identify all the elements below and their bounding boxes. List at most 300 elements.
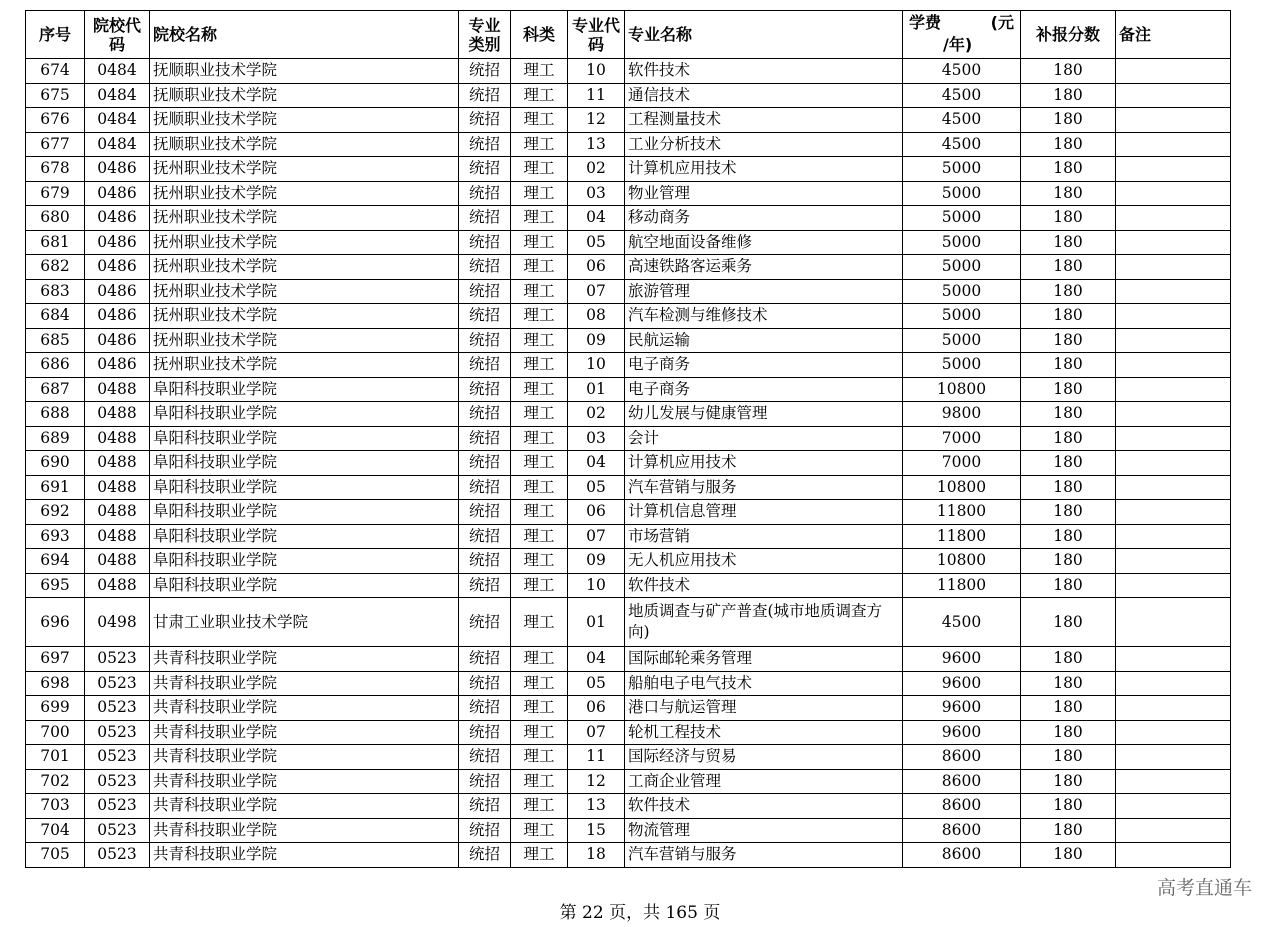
cell-tuition: 5000 <box>903 328 1021 353</box>
cell-major-name: 通信技术 <box>625 83 903 108</box>
cell-school-name: 共青科技职业学院 <box>150 818 459 843</box>
cell-school-code: 0523 <box>85 696 150 721</box>
cell-school-name: 阜阳科技职业学院 <box>150 573 459 598</box>
cell-seq: 685 <box>26 328 85 353</box>
cell-tuition: 5000 <box>903 279 1021 304</box>
cell-score: 180 <box>1021 157 1116 182</box>
cell-major-type: 统招 <box>459 500 511 525</box>
cell-school-code: 0523 <box>85 720 150 745</box>
cell-major-type: 统招 <box>459 573 511 598</box>
cell-school-name: 共青科技职业学院 <box>150 720 459 745</box>
cell-major-code: 01 <box>568 377 625 402</box>
cell-note <box>1116 59 1231 84</box>
cell-seq: 674 <box>26 59 85 84</box>
cell-major-code: 11 <box>568 83 625 108</box>
cell-tuition: 8600 <box>903 818 1021 843</box>
cell-school-code: 0486 <box>85 279 150 304</box>
cell-major-code: 10 <box>568 59 625 84</box>
cell-school-code: 0488 <box>85 500 150 525</box>
cell-school-code: 0484 <box>85 59 150 84</box>
header-score: 补报分数 <box>1021 11 1116 59</box>
cell-school-name: 共青科技职业学院 <box>150 647 459 672</box>
cell-major-code: 07 <box>568 524 625 549</box>
cell-seq: 693 <box>26 524 85 549</box>
cell-note <box>1116 83 1231 108</box>
cell-tuition: 7000 <box>903 426 1021 451</box>
table-row <box>26 206 1231 231</box>
cell-school-name: 抚州职业技术学院 <box>150 206 459 231</box>
table-row <box>26 549 1231 574</box>
cell-score: 180 <box>1021 255 1116 280</box>
cell-school-code: 0523 <box>85 818 150 843</box>
table-row <box>26 818 1231 843</box>
cell-seq: 704 <box>26 818 85 843</box>
table-row <box>26 647 1231 672</box>
cell-category: 理工 <box>511 500 568 525</box>
cell-note <box>1116 108 1231 133</box>
cell-seq: 686 <box>26 353 85 378</box>
header-school-name: 院校名称 <box>150 11 459 59</box>
cell-major-code: 13 <box>568 132 625 157</box>
cell-school-name: 抚顺职业技术学院 <box>150 132 459 157</box>
table-row <box>26 500 1231 525</box>
table-row <box>26 181 1231 206</box>
cell-major-type: 统招 <box>459 475 511 500</box>
cell-major-code: 04 <box>568 451 625 476</box>
cell-score: 180 <box>1021 573 1116 598</box>
cell-tuition: 4500 <box>903 108 1021 133</box>
cell-category: 理工 <box>511 549 568 574</box>
cell-major-type: 统招 <box>459 108 511 133</box>
cell-score: 180 <box>1021 230 1116 255</box>
cell-major-type: 统招 <box>459 255 511 280</box>
cell-note <box>1116 769 1231 794</box>
cell-major-code: 08 <box>568 304 625 329</box>
cell-note <box>1116 794 1231 819</box>
cell-major-name: 地质调查与矿产普查(城市地质调查方向) <box>625 598 903 647</box>
cell-school-name: 抚顺职业技术学院 <box>150 108 459 133</box>
header-tuition <box>903 11 1021 59</box>
cell-tuition: 10800 <box>903 549 1021 574</box>
cell-category: 理工 <box>511 573 568 598</box>
cell-school-code: 0523 <box>85 794 150 819</box>
table-body <box>26 59 1231 868</box>
cell-seq: 687 <box>26 377 85 402</box>
cell-tuition: 7000 <box>903 451 1021 476</box>
cell-major-code: 02 <box>568 402 625 427</box>
table-row <box>26 598 1231 647</box>
cell-school-code: 0488 <box>85 426 150 451</box>
cell-tuition: 10800 <box>903 475 1021 500</box>
cell-major-type: 统招 <box>459 402 511 427</box>
cell-major-type: 统招 <box>459 745 511 770</box>
cell-category: 理工 <box>511 402 568 427</box>
cell-major-name: 软件技术 <box>625 59 903 84</box>
cell-note <box>1116 255 1231 280</box>
cell-score: 180 <box>1021 304 1116 329</box>
cell-major-name: 电子商务 <box>625 353 903 378</box>
cell-note <box>1116 328 1231 353</box>
cell-school-name: 阜阳科技职业学院 <box>150 524 459 549</box>
cell-score: 180 <box>1021 794 1116 819</box>
cell-major-name: 市场营销 <box>625 524 903 549</box>
header-tuition-unit: (元 <box>990 13 1014 32</box>
cell-major-code: 18 <box>568 843 625 868</box>
cell-score: 180 <box>1021 328 1116 353</box>
cell-score: 180 <box>1021 671 1116 696</box>
cell-score: 180 <box>1021 279 1116 304</box>
cell-major-name: 轮机工程技术 <box>625 720 903 745</box>
table-row <box>26 83 1231 108</box>
cell-major-code: 03 <box>568 426 625 451</box>
cell-school-name: 阜阳科技职业学院 <box>150 377 459 402</box>
cell-school-code: 0486 <box>85 157 150 182</box>
cell-seq: 683 <box>26 279 85 304</box>
cell-major-code: 15 <box>568 818 625 843</box>
cell-seq: 701 <box>26 745 85 770</box>
cell-major-name: 民航运输 <box>625 328 903 353</box>
cell-major-type: 统招 <box>459 206 511 231</box>
cell-tuition: 5000 <box>903 304 1021 329</box>
cell-note <box>1116 132 1231 157</box>
cell-school-name: 抚州职业技术学院 <box>150 353 459 378</box>
cell-major-type: 统招 <box>459 304 511 329</box>
cell-seq: 705 <box>26 843 85 868</box>
cell-tuition: 8600 <box>903 794 1021 819</box>
cell-seq: 688 <box>26 402 85 427</box>
cell-school-name: 阜阳科技职业学院 <box>150 549 459 574</box>
header-major-type: 专业类别 <box>459 11 511 59</box>
cell-major-name: 计算机应用技术 <box>625 451 903 476</box>
cell-score: 180 <box>1021 59 1116 84</box>
cell-category: 理工 <box>511 843 568 868</box>
cell-note <box>1116 696 1231 721</box>
table-row <box>26 279 1231 304</box>
cell-major-code: 12 <box>568 108 625 133</box>
cell-school-name: 共青科技职业学院 <box>150 769 459 794</box>
cell-category: 理工 <box>511 451 568 476</box>
cell-category: 理工 <box>511 475 568 500</box>
cell-note <box>1116 573 1231 598</box>
table-row <box>26 426 1231 451</box>
cell-score: 180 <box>1021 426 1116 451</box>
cell-score: 180 <box>1021 108 1116 133</box>
cell-major-type: 统招 <box>459 157 511 182</box>
cell-note <box>1116 279 1231 304</box>
cell-note <box>1116 745 1231 770</box>
header-major-code: 专业代码 <box>568 11 625 59</box>
cell-school-code: 0523 <box>85 647 150 672</box>
cell-tuition: 9600 <box>903 720 1021 745</box>
cell-major-code: 11 <box>568 745 625 770</box>
cell-school-code: 0488 <box>85 451 150 476</box>
cell-major-name: 汽车营销与服务 <box>625 475 903 500</box>
table-row <box>26 451 1231 476</box>
cell-tuition: 11800 <box>903 573 1021 598</box>
cell-category: 理工 <box>511 745 568 770</box>
cell-category: 理工 <box>511 377 568 402</box>
table-row <box>26 157 1231 182</box>
cell-school-code: 0484 <box>85 83 150 108</box>
cell-school-name: 共青科技职业学院 <box>150 696 459 721</box>
cell-score: 180 <box>1021 843 1116 868</box>
cell-major-type: 统招 <box>459 279 511 304</box>
cell-tuition: 5000 <box>903 255 1021 280</box>
cell-category: 理工 <box>511 353 568 378</box>
cell-note <box>1116 426 1231 451</box>
cell-seq: 697 <box>26 647 85 672</box>
cell-school-code: 0486 <box>85 206 150 231</box>
cell-major-type: 统招 <box>459 132 511 157</box>
cell-note <box>1116 230 1231 255</box>
cell-seq: 677 <box>26 132 85 157</box>
cell-tuition: 4500 <box>903 132 1021 157</box>
cell-major-name: 软件技术 <box>625 794 903 819</box>
table-row <box>26 745 1231 770</box>
cell-category: 理工 <box>511 230 568 255</box>
cell-school-code: 0486 <box>85 328 150 353</box>
cell-note <box>1116 671 1231 696</box>
cell-category: 理工 <box>511 524 568 549</box>
cell-score: 180 <box>1021 769 1116 794</box>
cell-score: 180 <box>1021 500 1116 525</box>
cell-tuition: 11800 <box>903 500 1021 525</box>
watermark: 高考直通车 <box>1156 877 1252 899</box>
cell-category: 理工 <box>511 598 568 647</box>
cell-category: 理工 <box>511 279 568 304</box>
cell-school-code: 0484 <box>85 108 150 133</box>
cell-major-name: 国际经济与贸易 <box>625 745 903 770</box>
cell-major-name: 计算机信息管理 <box>625 500 903 525</box>
cell-school-name: 共青科技职业学院 <box>150 671 459 696</box>
cell-school-name: 共青科技职业学院 <box>150 794 459 819</box>
cell-tuition: 8600 <box>903 843 1021 868</box>
cell-tuition: 5000 <box>903 353 1021 378</box>
cell-major-type: 统招 <box>459 818 511 843</box>
header-note: 备注 <box>1116 11 1231 59</box>
cell-score: 180 <box>1021 696 1116 721</box>
cell-major-name: 物流管理 <box>625 818 903 843</box>
cell-score: 180 <box>1021 451 1116 476</box>
table-row <box>26 132 1231 157</box>
header-row <box>26 11 1231 59</box>
cell-note <box>1116 206 1231 231</box>
cell-score: 180 <box>1021 377 1116 402</box>
cell-note <box>1116 598 1231 647</box>
cell-school-name: 阜阳科技职业学院 <box>150 451 459 476</box>
cell-seq: 681 <box>26 230 85 255</box>
cell-school-code: 0523 <box>85 769 150 794</box>
cell-major-code: 06 <box>568 255 625 280</box>
table-row <box>26 230 1231 255</box>
header-major-name: 专业名称 <box>625 11 903 59</box>
cell-score: 180 <box>1021 83 1116 108</box>
cell-category: 理工 <box>511 157 568 182</box>
cell-major-name: 物业管理 <box>625 181 903 206</box>
cell-major-name: 航空地面设备维修 <box>625 230 903 255</box>
cell-note <box>1116 402 1231 427</box>
header-seq: 序号 <box>26 11 85 59</box>
cell-score: 180 <box>1021 647 1116 672</box>
cell-seq: 700 <box>26 720 85 745</box>
table-row <box>26 59 1231 84</box>
cell-score: 180 <box>1021 549 1116 574</box>
cell-category: 理工 <box>511 181 568 206</box>
cell-school-name: 抚顺职业技术学院 <box>150 83 459 108</box>
cell-major-type: 统招 <box>459 720 511 745</box>
cell-seq: 691 <box>26 475 85 500</box>
cell-major-type: 统招 <box>459 83 511 108</box>
cell-major-name: 移动商务 <box>625 206 903 231</box>
cell-school-code: 0523 <box>85 671 150 696</box>
cell-seq: 699 <box>26 696 85 721</box>
cell-major-type: 统招 <box>459 524 511 549</box>
cell-category: 理工 <box>511 206 568 231</box>
cell-category: 理工 <box>511 83 568 108</box>
table-row <box>26 794 1231 819</box>
cell-note <box>1116 157 1231 182</box>
cell-school-code: 0498 <box>85 598 150 647</box>
cell-school-code: 0484 <box>85 132 150 157</box>
cell-school-name: 阜阳科技职业学院 <box>150 426 459 451</box>
cell-major-type: 统招 <box>459 451 511 476</box>
cell-score: 180 <box>1021 402 1116 427</box>
cell-category: 理工 <box>511 328 568 353</box>
cell-major-type: 统招 <box>459 671 511 696</box>
cell-seq: 692 <box>26 500 85 525</box>
cell-major-type: 统招 <box>459 549 511 574</box>
cell-major-type: 统招 <box>459 843 511 868</box>
cell-school-code: 0523 <box>85 843 150 868</box>
cell-major-name: 国际邮轮乘务管理 <box>625 647 903 672</box>
cell-seq: 694 <box>26 549 85 574</box>
cell-seq: 689 <box>26 426 85 451</box>
cell-category: 理工 <box>511 720 568 745</box>
cell-seq: 698 <box>26 671 85 696</box>
cell-major-type: 统招 <box>459 59 511 84</box>
cell-major-type: 统招 <box>459 794 511 819</box>
cell-seq: 678 <box>26 157 85 182</box>
cell-major-code: 05 <box>568 671 625 696</box>
cell-school-name: 抚州职业技术学院 <box>150 279 459 304</box>
cell-note <box>1116 475 1231 500</box>
cell-major-name: 软件技术 <box>625 573 903 598</box>
cell-score: 180 <box>1021 206 1116 231</box>
cell-category: 理工 <box>511 59 568 84</box>
cell-major-name: 计算机应用技术 <box>625 157 903 182</box>
cell-category: 理工 <box>511 818 568 843</box>
cell-tuition: 9600 <box>903 696 1021 721</box>
cell-major-code: 02 <box>568 157 625 182</box>
cell-major-name: 旅游管理 <box>625 279 903 304</box>
cell-note <box>1116 304 1231 329</box>
cell-seq: 696 <box>26 598 85 647</box>
cell-major-code: 04 <box>568 647 625 672</box>
cell-major-code: 06 <box>568 500 625 525</box>
cell-score: 180 <box>1021 353 1116 378</box>
cell-seq: 702 <box>26 769 85 794</box>
cell-school-name: 抚顺职业技术学院 <box>150 59 459 84</box>
cell-tuition: 5000 <box>903 206 1021 231</box>
page-footer: 第 22 页，共 165 页 <box>559 903 721 923</box>
cell-major-name: 汽车营销与服务 <box>625 843 903 868</box>
cell-tuition: 9600 <box>903 647 1021 672</box>
cell-major-name: 工程测量技术 <box>625 108 903 133</box>
cell-note <box>1116 549 1231 574</box>
cell-tuition: 8600 <box>903 769 1021 794</box>
cell-note <box>1116 524 1231 549</box>
header-tuition-per-year: /年) <box>943 35 973 54</box>
cell-major-type: 统招 <box>459 696 511 721</box>
header-tuition-label: 学费 <box>909 13 942 32</box>
cell-major-type: 统招 <box>459 426 511 451</box>
cell-major-name: 港口与航运管理 <box>625 696 903 721</box>
cell-major-name: 会计 <box>625 426 903 451</box>
cell-note <box>1116 843 1231 868</box>
table-row <box>26 108 1231 133</box>
cell-school-name: 抚州职业技术学院 <box>150 328 459 353</box>
cell-tuition: 4500 <box>903 598 1021 647</box>
cell-seq: 675 <box>26 83 85 108</box>
cell-note <box>1116 500 1231 525</box>
cell-major-name: 高速铁路客运乘务 <box>625 255 903 280</box>
cell-tuition: 10800 <box>903 377 1021 402</box>
cell-school-name: 阜阳科技职业学院 <box>150 475 459 500</box>
cell-seq: 684 <box>26 304 85 329</box>
cell-major-name: 幼儿发展与健康管理 <box>625 402 903 427</box>
cell-score: 180 <box>1021 720 1116 745</box>
cell-note <box>1116 647 1231 672</box>
cell-major-type: 统招 <box>459 230 511 255</box>
cell-category: 理工 <box>511 671 568 696</box>
cell-seq: 703 <box>26 794 85 819</box>
cell-seq: 679 <box>26 181 85 206</box>
cell-major-code: 09 <box>568 549 625 574</box>
cell-category: 理工 <box>511 426 568 451</box>
cell-major-type: 统招 <box>459 181 511 206</box>
cell-seq: 676 <box>26 108 85 133</box>
cell-school-name: 阜阳科技职业学院 <box>150 500 459 525</box>
cell-category: 理工 <box>511 132 568 157</box>
cell-school-name: 共青科技职业学院 <box>150 745 459 770</box>
cell-major-code: 05 <box>568 230 625 255</box>
table-row <box>26 524 1231 549</box>
cell-category: 理工 <box>511 304 568 329</box>
cell-category: 理工 <box>511 794 568 819</box>
cell-seq: 695 <box>26 573 85 598</box>
cell-major-code: 12 <box>568 769 625 794</box>
table-row <box>26 696 1231 721</box>
table-row <box>26 475 1231 500</box>
table-row <box>26 843 1231 868</box>
cell-tuition: 4500 <box>903 83 1021 108</box>
table-row <box>26 769 1231 794</box>
cell-school-code: 0486 <box>85 255 150 280</box>
cell-major-type: 统招 <box>459 328 511 353</box>
cell-tuition: 4500 <box>903 59 1021 84</box>
cell-score: 180 <box>1021 745 1116 770</box>
cell-major-name: 汽车检测与维修技术 <box>625 304 903 329</box>
cell-major-code: 10 <box>568 573 625 598</box>
cell-major-code: 03 <box>568 181 625 206</box>
cell-score: 180 <box>1021 132 1116 157</box>
cell-major-type: 统招 <box>459 353 511 378</box>
cell-major-name: 无人机应用技术 <box>625 549 903 574</box>
cell-major-name: 船舶电子电气技术 <box>625 671 903 696</box>
cell-category: 理工 <box>511 647 568 672</box>
cell-note <box>1116 377 1231 402</box>
cell-category: 理工 <box>511 696 568 721</box>
